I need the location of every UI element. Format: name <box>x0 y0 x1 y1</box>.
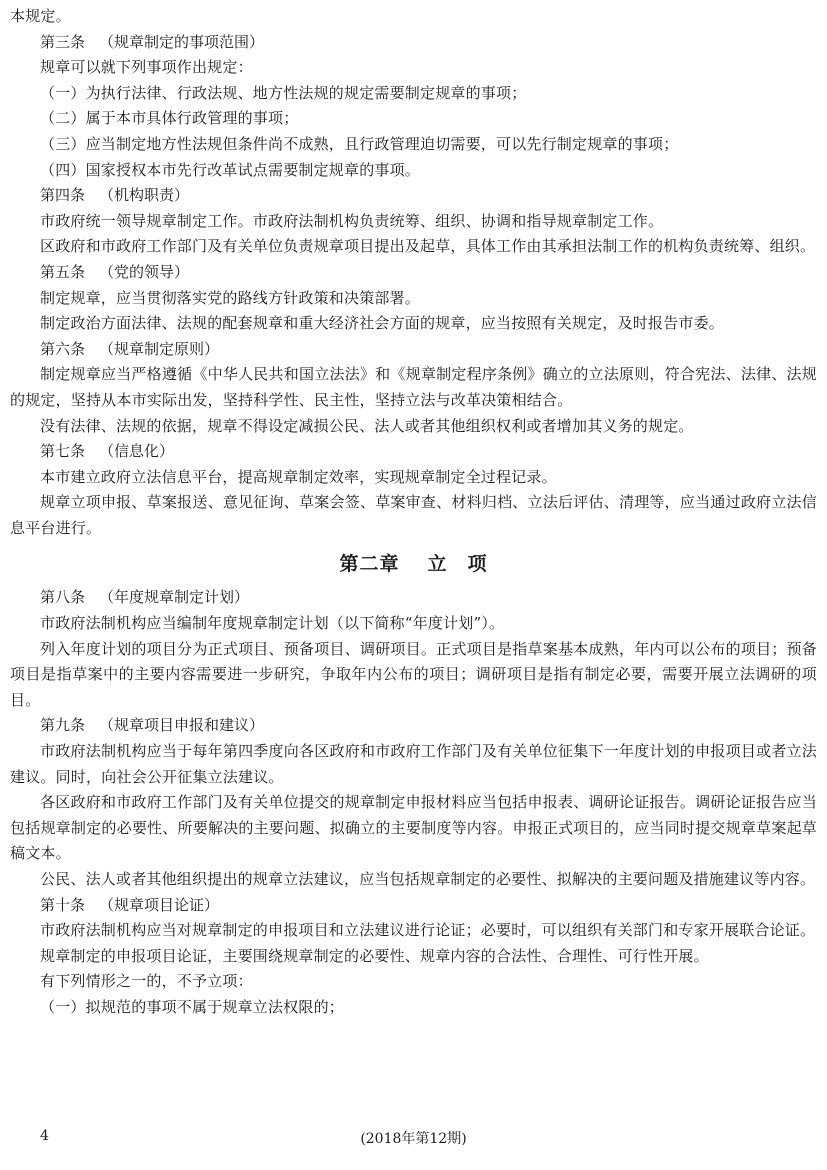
article-title: （机构职责） <box>99 186 190 205</box>
page-content <box>10 4 817 1021</box>
body-paragraph: 有下列情形之一的，不予立项： <box>40 972 253 991</box>
article-number: 第三条 <box>40 32 86 51</box>
article-title: （规章项目申报和建议） <box>99 716 265 735</box>
body-paragraph: （二）属于本市具体行政管理的事项； <box>40 109 299 128</box>
article-number: 第八条 <box>40 588 86 607</box>
article-number: 第七条 <box>40 442 86 461</box>
article-heading <box>10 893 817 919</box>
body-paragraph: 制定规章，应当贯彻落实党的路线方针政策和决策部署。 <box>40 288 421 307</box>
page-number: 4 <box>40 1128 49 1144</box>
body-paragraph: 市政府统一领导规章制定工作。市政府法制机构负责统筹、组织、协调和指导规章制定工作。 <box>40 211 664 230</box>
issue-label: (2018年第12期) <box>360 1131 467 1147</box>
body-paragraph: 公民、法人或者其他组织提出的规章立法建议，应当包括规章制定的必要性、拟解决的主要问题及措施建议等内容。 <box>40 870 816 888</box>
text-block-top <box>10 4 817 541</box>
article-number: 第十条 <box>40 895 86 914</box>
article-number: 第六条 <box>40 339 86 358</box>
body-paragraph: （一）拟规范的事项不属于规章立法权限的； <box>40 997 345 1016</box>
chapter-title: 立 项 <box>427 553 488 576</box>
body-paragraph: 本市建立政府立法信息平台，提高规章制定效率，实现规章制定全过程记录。 <box>40 467 557 486</box>
body-paragraph: （三）应当制定地方性法规但条件尚不成熟，且行政管理迫切需要，可以先行制定规章的事项； <box>40 134 679 153</box>
article-title: （党的领导） <box>99 262 190 281</box>
article-title: （规章制定原则） <box>99 339 220 358</box>
body-paragraph: 市政府法制机构应当编制年度规章制定计划（以下简称“年度计划”）。 <box>40 614 505 633</box>
article-heading <box>10 260 817 286</box>
article-heading <box>10 183 817 209</box>
body-paragraph: 市政府法制机构应当对规章制定的申报项目和立法建议进行论证；必要时，可以组织有关部门和专家开展联合论证。 <box>40 921 816 940</box>
article-title: （信息化） <box>99 442 175 461</box>
article-number: 第五条 <box>40 262 86 281</box>
body-paragraph: 制定政治方面法律、法规的配套规章和重大经济社会方面的规章，应当按照有关规定，及时报告市委。 <box>40 314 725 333</box>
body-paragraph: 区政府和市政府工作部门及有关单位负责规章项目提出及起草，具体工作由其承担法制工作的机构负责统筹、组织。 <box>40 237 816 256</box>
body-paragraph: 规章制定的申报项目论证，主要围绕规章制定的必要性、规章内容的合法性、合理性、可行性开展。 <box>40 946 709 965</box>
article-heading <box>10 337 817 363</box>
body-paragraph: 制定规章应当严格遵循《中华人民共和国立法法》和《规章制定程序条例》确立的立法原则，符合宪法、法律、法规的规定，坚持从本市实际出发，坚持科学性、民主性，坚持立法与改革决策相结合。 <box>10 365 817 409</box>
body-paragraph: （一）为执行法律、行政法规、地方性法规的规定需要制定规章的事项； <box>40 83 527 102</box>
body-paragraph: 本规定。 <box>10 7 71 25</box>
article-title: （规章制定的事项范围） <box>99 32 265 51</box>
page-footer <box>0 1128 827 1152</box>
body-paragraph: （四）国家授权本市先行改革试点需要制定规章的事项。 <box>40 160 421 179</box>
body-paragraph: 规章可以就下列事项作出规定： <box>40 58 253 77</box>
body-paragraph: 市政府法制机构应当于每年第四季度向各区政府和市政府工作部门及有关单位征集下一年度计划的申报项目或者立法建议。同时，向社会公开征集立法建议。 <box>10 742 817 786</box>
article-title: （规章项目论证） <box>99 895 220 914</box>
chapter-prefix: 第二章 <box>339 553 400 576</box>
article-heading <box>10 30 817 56</box>
text-block-bottom <box>10 585 817 1020</box>
article-number: 第四条 <box>40 186 86 205</box>
article-title: （年度规章制定计划） <box>99 588 250 607</box>
article-heading <box>10 439 817 465</box>
body-paragraph: 规章立项申报、草案报送、意见征询、草案会签、草案审查、材料归档、立法后评估、清理等，应当通过政府立法信息平台进行。 <box>10 493 817 537</box>
body-paragraph: 没有法律、法规的依据，规章不得设定减损公民、法人或者其他组织权利或者增加其义务的规定。 <box>40 416 694 435</box>
article-number: 第九条 <box>40 716 86 735</box>
body-paragraph: 各区政府和市政府工作部门及有关单位提交的规章制定申报材料应当包括申报表、调研论证报告。调研论证报告应当包括规章制定的必要性、所要解决的主要问题、拟确立的主要制度等内容。申报正式项目的，应当同时提交规章草案起草稿文本。 <box>10 793 817 863</box>
chapter-heading <box>10 549 817 579</box>
article-heading <box>10 585 817 611</box>
body-paragraph: 列入年度计划的项目分为正式项目、预备项目、调研项目。正式项目是指草案基本成熟，年内可以公布的项目；预备项目是指草案中的主要内容需要进一步研究，争取年内公布的项目；调研项目是指有制定必要，需要开展立法调研的项目。 <box>10 639 817 709</box>
article-heading <box>10 713 817 739</box>
